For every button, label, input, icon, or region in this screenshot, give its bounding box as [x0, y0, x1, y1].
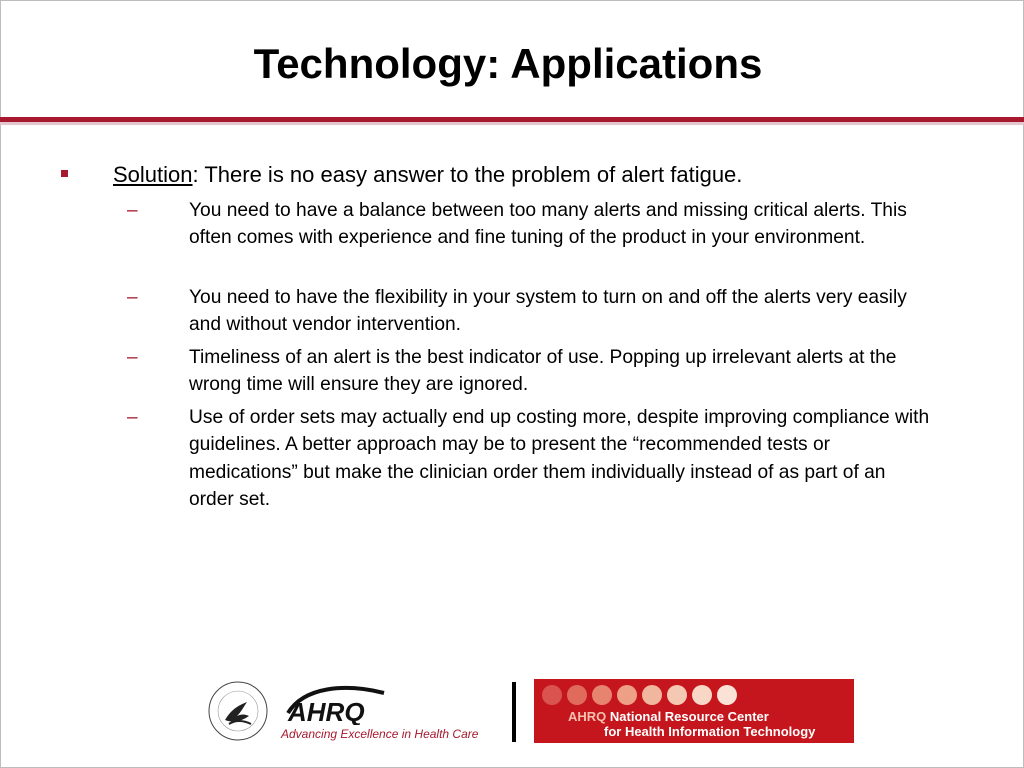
ahrq-logo-text: AHRQ	[288, 697, 365, 725]
square-bullet-icon	[61, 170, 68, 177]
slide-title: Technology: Applications	[253, 40, 763, 87]
nrc-dot-icon	[617, 685, 637, 705]
dash-bullet-icon: –	[127, 407, 138, 428]
main-bullet-label: Solution	[113, 162, 193, 187]
sub-bullet-text: You need to have a balance between too many alerts and missing critical alerts. This often comes with experience and fine tuning of the product in your environment.	[189, 200, 907, 249]
nrc-subtitle: for Health Information Technology	[604, 724, 816, 739]
dash-bullet-icon: –	[127, 347, 138, 368]
dash-bullet-icon: –	[127, 200, 138, 221]
dash-bullet-icon: –	[127, 287, 138, 308]
nrc-dot-icon	[692, 685, 712, 705]
nrc-dot-icon	[542, 685, 562, 705]
nrc-title	[568, 709, 769, 724]
title-rule-shadow	[0, 122, 1024, 125]
main-bullet	[113, 160, 933, 190]
nrc-title-main: National Resource Center	[606, 709, 769, 724]
ahrq-logo	[284, 683, 390, 725]
nrc-dot-icon	[567, 685, 587, 705]
main-bullet-text: : There is no easy answer to the problem of alert fatigue.	[192, 162, 743, 187]
sub-bullet-text: Timeliness of an alert is the best indicator of use. Popping up irrelevant alerts at the wrong time will ensure they are ignored.	[189, 347, 897, 396]
nrc-dot-icon	[717, 685, 737, 705]
hhs-seal-icon	[207, 680, 269, 742]
nrc-dot-icon	[642, 685, 662, 705]
footer-divider	[512, 682, 516, 742]
nrc-title-prefix: AHRQ	[568, 709, 607, 724]
sub-bullet-text: You need to have the flexibility in your system to turn on and off the alerts very easily and without vendor intervention.	[189, 287, 907, 336]
nrc-dot-icon	[667, 685, 687, 705]
ahrq-tagline: Advancing Excellence in Health Care	[281, 727, 479, 741]
nrc-dot-icon	[592, 685, 612, 705]
sub-bullet-text: Use of order sets may actually end up costing more, despite improving compliance with guidelines. A better approach may be to present the “recommended tests or medications” but make the clinician order them individually instead of as part of an order set.	[189, 407, 930, 510]
nrc-banner	[534, 679, 854, 743]
